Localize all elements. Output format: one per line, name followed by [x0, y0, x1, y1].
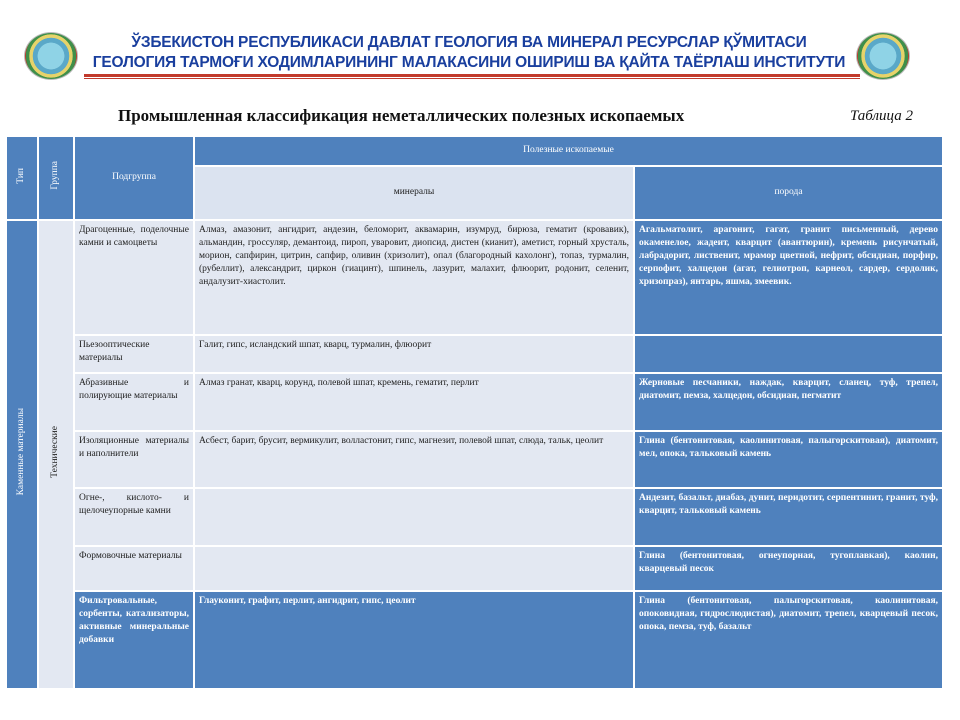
header-type: Тип: [6, 136, 38, 220]
subgroup-cell: Абразивные и полирующие материалы: [74, 373, 194, 431]
subgroup-cell: Изоляционные материалы и наполнители: [74, 431, 194, 488]
classification-table: [5, 135, 944, 690]
table-row: [6, 373, 943, 431]
minerals-cell: Глауконит, графит, перлит, ангидрит, гипс, цеолит: [194, 591, 634, 689]
minerals-cell: Алмаз, амазонит, ангидрит, андезин, беломорит, аквамарин, изумруд, бирюза, гематит (кровавик), альмандин, гроссуляр, демантоид, пироп, уваровит, диопсид, дистен (кианит), аметист, горный хрусталь, морион, сапфирин, цитрин, сапфир, оливин (хризолит), опал (благородный кахолонг), топаз, турмалин, (рубеллит), александрит, циркон (гиацинт), шпинель, лазурит, малахит, флюорит, родонит, селенит, андалузит-хиастолит.: [194, 220, 634, 335]
rocks-cell: Глина (бентонитовая, палыгорскитовая, каолинитовая, опоковидная, гидрослюдистая), диатомит, трепел, кварцевый песок, опока, пемза, туф, базальт: [634, 591, 943, 689]
page-title: Промышленная классификация неметаллических полезных ископаемых: [118, 106, 685, 125]
group-cell: Технические: [38, 220, 74, 689]
header-minerals-group: Полезные ископаемые: [194, 136, 943, 166]
minerals-cell: Асбест, барит, брусит, вермикулит, волластонит, гипс, магнезит, полевой шпат, слюда, тальк, цеолит: [194, 431, 634, 488]
rocks-cell: Глина (бентонитовая, огнеупорная, тугоплавкая), каолин, кварцевый песок: [634, 546, 943, 591]
header-rocks: порода: [634, 166, 943, 220]
header-line-2: ГЕОЛОГИЯ ТАРМОҒИ ХОДИМЛАРИНИНГ МАЛАКАСИНИ ОШИРИШ ВА ҚАЙТА ТАЁРЛАШ ИНСТИТУТИ: [92, 54, 846, 71]
subgroup-cell: Фильтровальные, сорбенты, катализаторы, активные минеральные добавки: [74, 591, 194, 689]
minerals-cell: Галит, гипс, исландский шпат, кварц, турмалин, флюорит: [194, 335, 634, 373]
subgroup-cell: Драгоценные, поделочные камни и самоцветы: [74, 220, 194, 335]
minerals-cell: [194, 488, 634, 546]
rocks-cell: Жерновые песчаники, наждак, кварцит, сланец, туф, трепел, диатомит, пемза, халцедон, обсидиан, пегматит: [634, 373, 943, 431]
header-divider-thin: [84, 78, 860, 79]
header-line-1: ЎЗБЕКИСТОН РЕСПУБЛИКАСИ ДАВЛАТ ГЕОЛОГИЯ ВА МИНЕРАЛ РЕСУРСЛАР ҚЎМИТАСИ: [131, 34, 807, 51]
institute-emblem-icon: [856, 32, 910, 80]
minerals-cell: Алмаз гранат, кварц, корунд, полевой шпат, кремень, гематит, перлит: [194, 373, 634, 431]
table-row: [6, 488, 943, 546]
rocks-cell: [634, 335, 943, 373]
header-subgroup: Подгруппа: [74, 136, 194, 220]
header-banner: [0, 0, 960, 90]
rocks-cell: Глина (бентонитовая, каолинитовая, палыгорскитовая), диатомит, мел, опока, тальковый камень: [634, 431, 943, 488]
subgroup-cell: Пьезооптические материалы: [74, 335, 194, 373]
header-group: Группа: [38, 136, 74, 220]
committee-emblem-icon: [24, 32, 78, 80]
table-label: Таблица 2: [850, 108, 913, 124]
header-minerals: минералы: [194, 166, 634, 220]
table-row: [6, 431, 943, 488]
subgroup-cell: Огне-, кислото- и щелочеупорные камни: [74, 488, 194, 546]
subgroup-cell: Формовочные материалы: [74, 546, 194, 591]
minerals-cell: [194, 546, 634, 591]
table-row: [6, 335, 943, 373]
rocks-cell: Агальматолит, арагонит, гагат, гранит письменный, дерево окаменелое, жадеит, кварцит (авантюрин), кремень рисунчатый, лабрадорит, лиственит, мрамор цветной, нефрит, обсидиан, порфир, серпофит, халцедон (агат, гелиотроп, карнеол, сардер, сердолик, хризопраз), янтарь, яшма, змеевик.: [634, 220, 943, 335]
header-divider: [84, 74, 860, 77]
rocks-cell: Андезит, базальт, диабаз, дунит, перидотит, серпентинит, гранит, туф, кварцит, тальковый камень: [634, 488, 943, 546]
type-cell: Каменные материалы: [6, 220, 38, 689]
table-row: [6, 546, 943, 591]
table-row: [6, 591, 943, 689]
table-row: [6, 220, 943, 335]
